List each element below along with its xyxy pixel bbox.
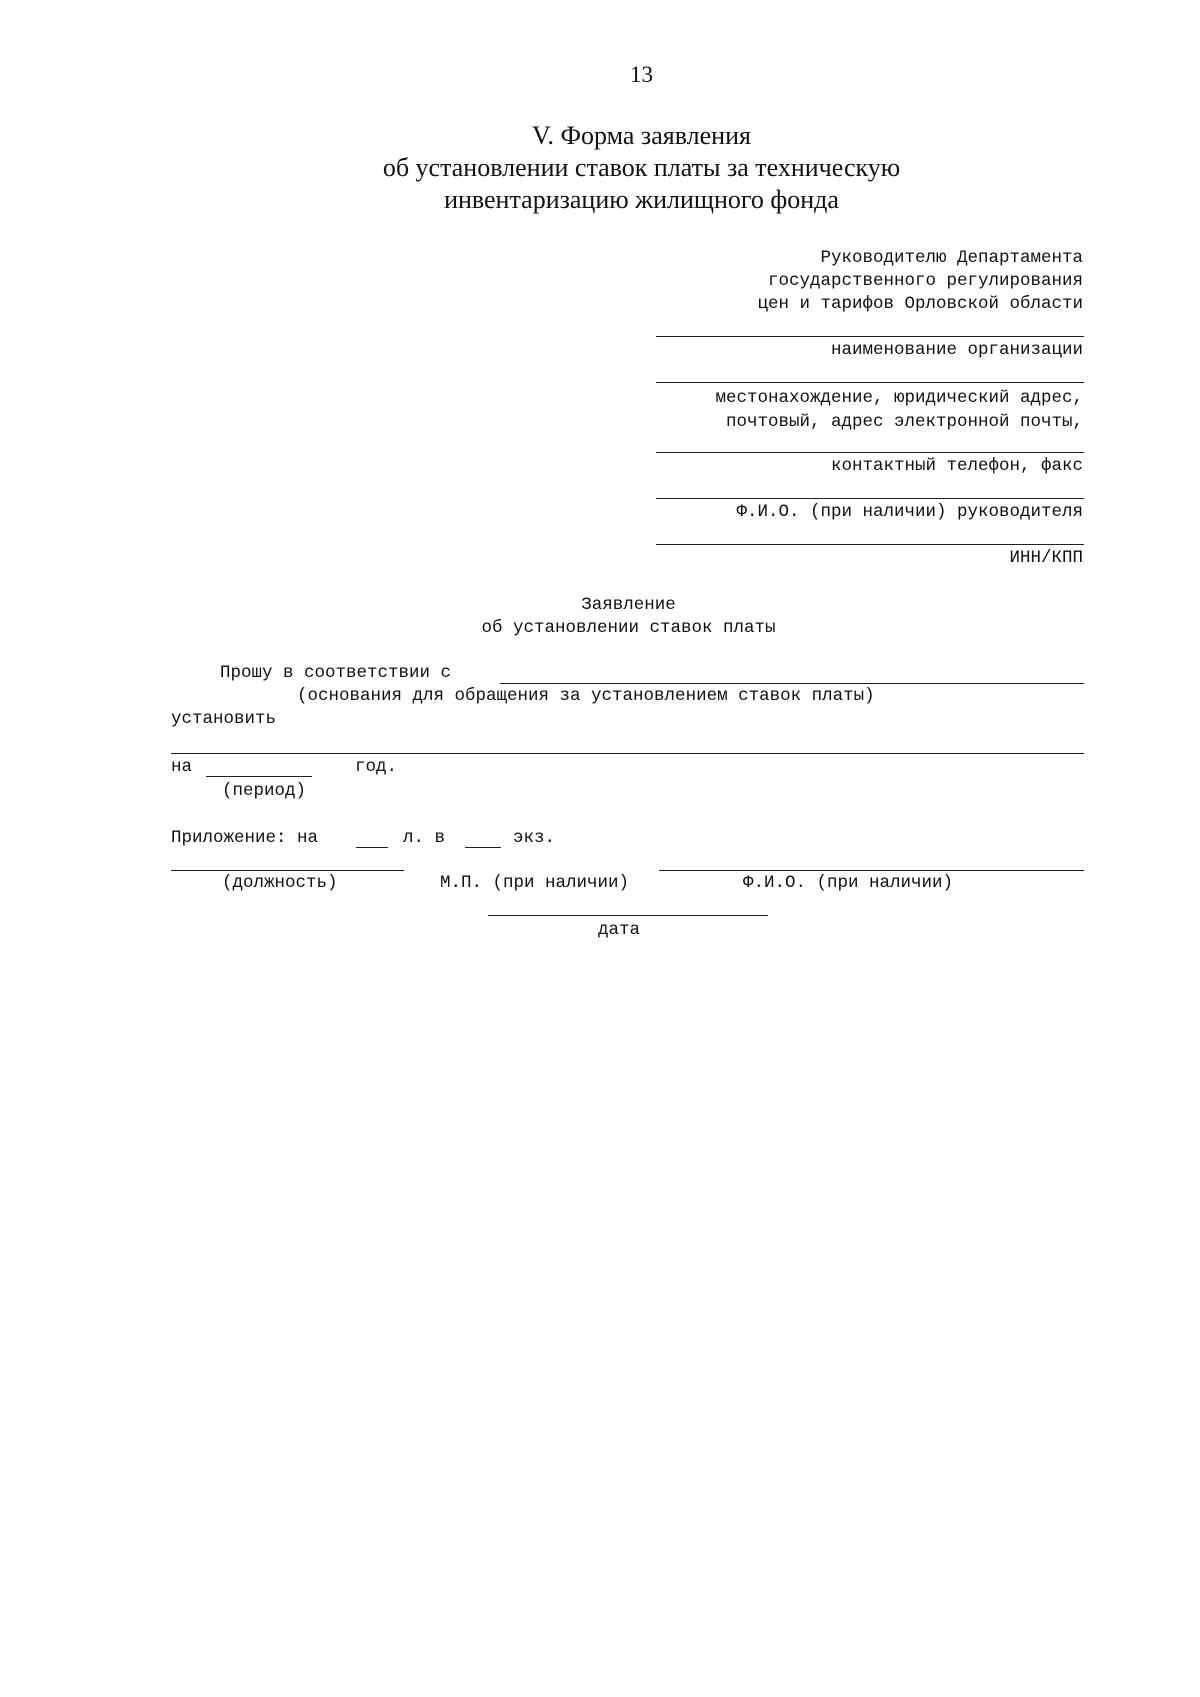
- grounds-hint: (основания для обращения за установлением ставок платы): [297, 686, 875, 706]
- address-caption-line-2: почтовый, адрес электронной почты,: [725, 412, 1083, 432]
- addressee-line-1: Руководителю Департамента: [820, 248, 1083, 268]
- page-number: 13: [630, 62, 653, 87]
- for-word: на: [171, 757, 193, 777]
- position-caption: (должность): [222, 873, 338, 893]
- section-title-line-3: инвентаризацию жилищного фонда: [444, 185, 839, 214]
- request-prefix: Прошу в соответствии с: [220, 663, 452, 683]
- inn-caption: ИНН/КПП: [1009, 548, 1083, 568]
- addressee-line-3: цен и тарифов Орловской области: [757, 294, 1083, 314]
- org-name-blank-line[interactable]: [656, 336, 1084, 337]
- inn-blank-line[interactable]: [656, 544, 1084, 545]
- addressee-line-2: государственного регулирования: [767, 271, 1083, 291]
- head-name-blank-line[interactable]: [656, 498, 1084, 499]
- sheets-abbr: л. в: [403, 828, 446, 848]
- signer-name-blank-line[interactable]: [659, 870, 1084, 871]
- date-caption: дата: [598, 920, 641, 940]
- address-caption: [715, 386, 1083, 434]
- subject-blank-line[interactable]: [171, 753, 1084, 754]
- statement-heading: [0, 594, 1200, 640]
- phone-caption: контактный телефон, факс: [830, 456, 1083, 476]
- address-caption-line-1: местонахождение, юридический адрес,: [715, 388, 1083, 408]
- period-blank-line[interactable]: [206, 776, 312, 777]
- head-name-caption: Ф.И.О. (при наличии) руководителя: [736, 502, 1083, 522]
- statement-subtitle: об установлении ставок платы: [481, 618, 776, 638]
- org-name-caption: наименование организации: [830, 340, 1083, 360]
- grounds-blank-line[interactable]: [500, 683, 1084, 684]
- position-blank-line[interactable]: [171, 870, 404, 871]
- date-blank-line[interactable]: [488, 915, 768, 916]
- copies-blank-line[interactable]: [465, 847, 501, 848]
- signer-name-caption: Ф.И.О. (при наличии): [743, 873, 954, 893]
- statement-title: Заявление: [581, 595, 676, 615]
- set-word: установить: [171, 709, 277, 729]
- address-blank-line[interactable]: [656, 382, 1084, 383]
- section-title: [0, 120, 1200, 216]
- copies-abbr: экз.: [513, 828, 556, 848]
- year-word: год.: [355, 757, 398, 777]
- phone-blank-line[interactable]: [656, 452, 1084, 453]
- sheets-blank-line[interactable]: [356, 847, 388, 848]
- section-title-line-2: об установлении ставок платы за техническую: [382, 153, 901, 182]
- addressee-block: [757, 247, 1083, 316]
- section-title-line-1: V. Форма заявления: [532, 121, 751, 150]
- attachment-prefix: Приложение: на: [171, 828, 319, 848]
- period-hint: (период): [222, 781, 307, 801]
- seal-caption: М.П. (при наличии): [440, 873, 630, 893]
